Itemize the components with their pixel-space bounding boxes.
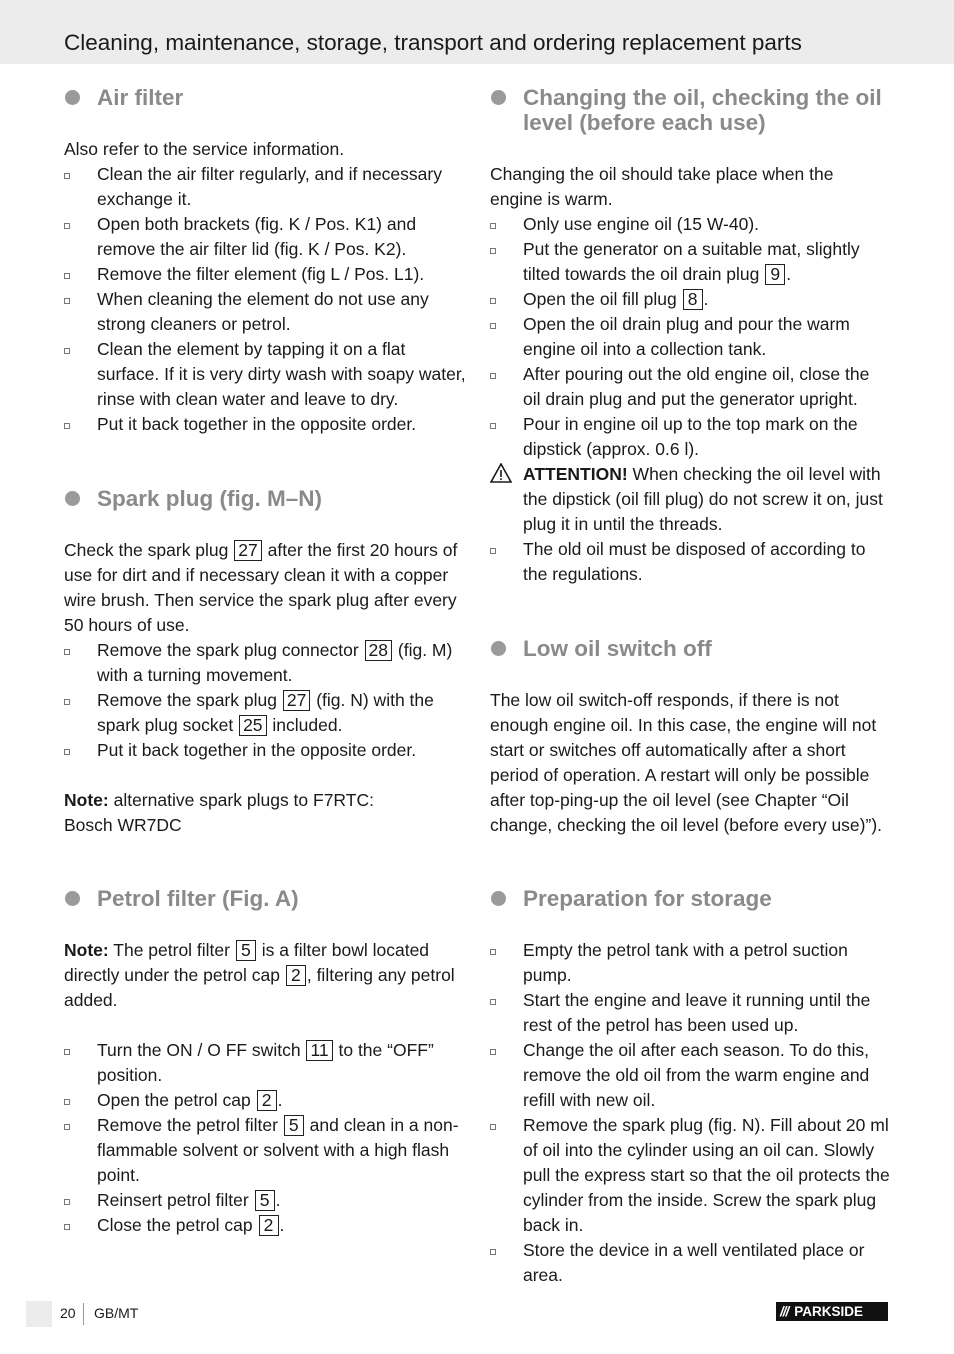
storage-list <box>490 938 890 1288</box>
list-item: Store the device in a well ventilated place or area. <box>490 1238 890 1288</box>
storage-heading <box>490 886 890 911</box>
heading-text: Air filter <box>97 85 184 110</box>
checkbox-square-icon <box>490 1049 496 1055</box>
spark-plug-note: Note: alternative spark plugs to F7RTC: Bosch WR7DC <box>64 790 374 835</box>
checkbox-square-icon <box>64 423 70 429</box>
list-item: Clean the air filter regularly, and if necessary exchange it. <box>64 162 466 212</box>
heading-text: Spark plug (fig. M–N) <box>97 486 322 511</box>
part-number: 5 <box>284 1115 304 1136</box>
part-number: 28 <box>365 640 392 661</box>
checkbox-square-icon <box>64 1224 70 1230</box>
storage-section <box>490 886 890 1288</box>
spark-plug-heading <box>64 486 466 511</box>
list-item: Put the generator on a suitable mat, slightly tilted towards the oil drain plug 9 . <box>490 237 890 287</box>
list-item: Change the oil after each season. To do this, remove the old oil from the warm engine and refill with new oil. <box>490 1038 890 1113</box>
checkbox-square-icon <box>64 1049 70 1055</box>
list-item: The old oil must be disposed of according to the regulations. <box>490 537 890 587</box>
oil-change-section <box>490 85 890 587</box>
oil-change-heading <box>490 85 890 135</box>
spark-plug-section <box>64 486 466 838</box>
checkbox-square-icon <box>490 999 496 1005</box>
part-number: 8 <box>683 289 703 310</box>
list-item: Pour in engine oil up to the top mark on the dipstick (approx. 0.6 l). <box>490 412 890 462</box>
air-filter-list <box>64 162 466 437</box>
list-item: Open the petrol cap 2 . <box>64 1088 466 1113</box>
list-item: When cleaning the element do not use any strong cleaners or petrol. <box>64 287 466 337</box>
part-number: 11 <box>306 1040 332 1061</box>
checkbox-square-icon <box>490 423 496 429</box>
spark-plug-list <box>64 638 466 763</box>
checkbox-square-icon <box>64 749 70 755</box>
list-item: Only use engine oil (15 W-40). <box>490 212 890 237</box>
list-item: Remove the filter element (fig L / Pos. L1). <box>64 262 466 287</box>
page-title: Cleaning, maintenance, storage, transport and ordering replacement parts <box>64 30 802 55</box>
checkbox-square-icon <box>64 1099 70 1105</box>
checkbox-square-icon <box>64 1124 70 1130</box>
oil-change-intro: Changing the oil should take place when the engine is warm. <box>490 164 834 209</box>
part-number: 25 <box>239 715 266 736</box>
low-oil-text: The low oil switch-off responds, if there is not enough engine oil. In this case, the engine will not start or switches off automatically after a short period of operation. A restart will only be possible after top-ping-up the oil level (see Chapter “Oil change, checking the oil level (before every use)”). <box>490 690 883 835</box>
air-filter-intro: Also refer to the service information. <box>64 139 345 159</box>
page-number: 20 <box>60 1305 76 1321</box>
checkbox-square-icon <box>490 323 496 329</box>
low-oil-section <box>490 636 890 838</box>
list-item: Remove the spark plug connector 28 (fig. M) with a turning movement. <box>64 638 466 688</box>
checkbox-square-icon <box>490 1249 496 1255</box>
bullet-dot-icon <box>65 891 80 906</box>
checkbox-square-icon <box>490 1124 496 1130</box>
list-item: Reinsert petrol filter 5 . <box>64 1188 466 1213</box>
part-number: 27 <box>283 690 310 711</box>
checkbox-square-icon <box>490 373 496 379</box>
checkbox-square-icon <box>64 699 70 705</box>
checkbox-square-icon <box>490 298 496 304</box>
air-filter-section <box>64 85 466 437</box>
footer-divider <box>83 1303 84 1325</box>
petrol-filter-note: Note: The petrol filter 5 is a filter bowl located directly under the petrol cap 2 , filtering any petrol added. <box>64 940 455 1010</box>
list-item: Open the oil drain plug and pour the warm engine oil into a collection tank. <box>490 312 890 362</box>
petrol-filter-list <box>64 1038 466 1238</box>
language-code: GB/MT <box>94 1305 139 1321</box>
part-number: 2 <box>259 1215 279 1236</box>
checkbox-square-icon <box>490 949 496 955</box>
petrol-filter-heading <box>64 886 466 911</box>
checkbox-square-icon <box>490 248 496 254</box>
checkbox-square-icon <box>64 1199 70 1205</box>
checkbox-square-icon <box>490 548 496 554</box>
list-item: Empty the petrol tank with a petrol suction pump. <box>490 938 890 988</box>
oil-change-list <box>490 212 890 462</box>
spark-plug-intro: Check the spark plug 27 after the first 20 hours of use for dirt and if necessary clean it with a copper wire brush. Then service the spark plug after every 50 hours of use. <box>64 540 458 635</box>
list-item: Remove the petrol filter 5 and clean in a non-flammable solvent or solvent with a high flash point. <box>64 1113 466 1188</box>
checkbox-square-icon <box>64 273 70 279</box>
part-number: 5 <box>255 1190 275 1211</box>
part-number: 9 <box>765 264 785 285</box>
warning-triangle-icon <box>490 463 512 483</box>
part-number: 2 <box>286 965 306 986</box>
list-item: Open the oil fill plug 8 . <box>490 287 890 312</box>
list-item: Open both brackets (fig. K / Pos. K1) and remove the air filter lid (fig. K / Pos. K2). <box>64 212 466 262</box>
bullet-dot-icon <box>491 891 506 906</box>
checkbox-square-icon <box>64 223 70 229</box>
list-item: Start the engine and leave it running until the rest of the petrol has been used up. <box>490 988 890 1038</box>
attention-notice: ATTENTION! When checking the oil level with the dipstick (oil fill plug) do not screw it on, just plug it in until the threads. <box>490 462 890 537</box>
list-item: Remove the spark plug 27 (fig. N) with the spark plug socket 25 included. <box>64 688 466 738</box>
heading-text: Preparation for storage <box>523 886 772 911</box>
petrol-filter-section <box>64 886 466 1238</box>
logo-slashes-icon: /// <box>780 1304 789 1319</box>
list-item: Clean the element by tapping it on a flat surface. If it is very dirty wash with soapy water, rinse with clean water and leave to dry. <box>64 337 466 412</box>
checkbox-square-icon <box>490 223 496 229</box>
checkbox-square-icon <box>64 298 70 304</box>
part-number: 5 <box>236 940 256 961</box>
checkbox-square-icon <box>64 348 70 354</box>
part-number: 2 <box>257 1090 277 1111</box>
oil-change-list-2 <box>490 537 890 587</box>
list-item: Turn the ON / O FF switch 11 to the “OFF” position. <box>64 1038 466 1088</box>
bullet-dot-icon <box>491 90 506 105</box>
part-number: 27 <box>234 540 261 561</box>
heading-text: Petrol filter (Fig. A) <box>97 886 299 911</box>
list-item: Close the petrol cap 2 . <box>64 1213 466 1238</box>
parkside-logo <box>776 1302 888 1321</box>
list-item: Remove the spark plug (fig. N). Fill about 20 ml of oil into the cylinder using an oil can. Slowly pull the express start so that the oil protects the cylinder from the inside. Screw the spark plug back in. <box>490 1113 890 1238</box>
air-filter-heading <box>64 85 466 110</box>
heading-text: Low oil switch off <box>523 636 712 661</box>
bullet-dot-icon <box>491 641 506 656</box>
logo-text: PARKSIDE <box>794 1304 864 1319</box>
checkbox-square-icon <box>64 173 70 179</box>
bullet-dot-icon <box>65 491 80 506</box>
list-item: After pouring out the old engine oil, close the oil drain plug and put the generator upright. <box>490 362 890 412</box>
list-item: Put it back together in the opposite order. <box>64 738 466 763</box>
list-item: Put it back together in the opposite order. <box>64 412 466 437</box>
low-oil-heading <box>490 636 890 661</box>
checkbox-square-icon <box>64 649 70 655</box>
footer-marker <box>26 1301 52 1327</box>
bullet-dot-icon <box>65 90 80 105</box>
heading-text: Changing the oil, checking the oil level (before each use) <box>523 85 882 135</box>
